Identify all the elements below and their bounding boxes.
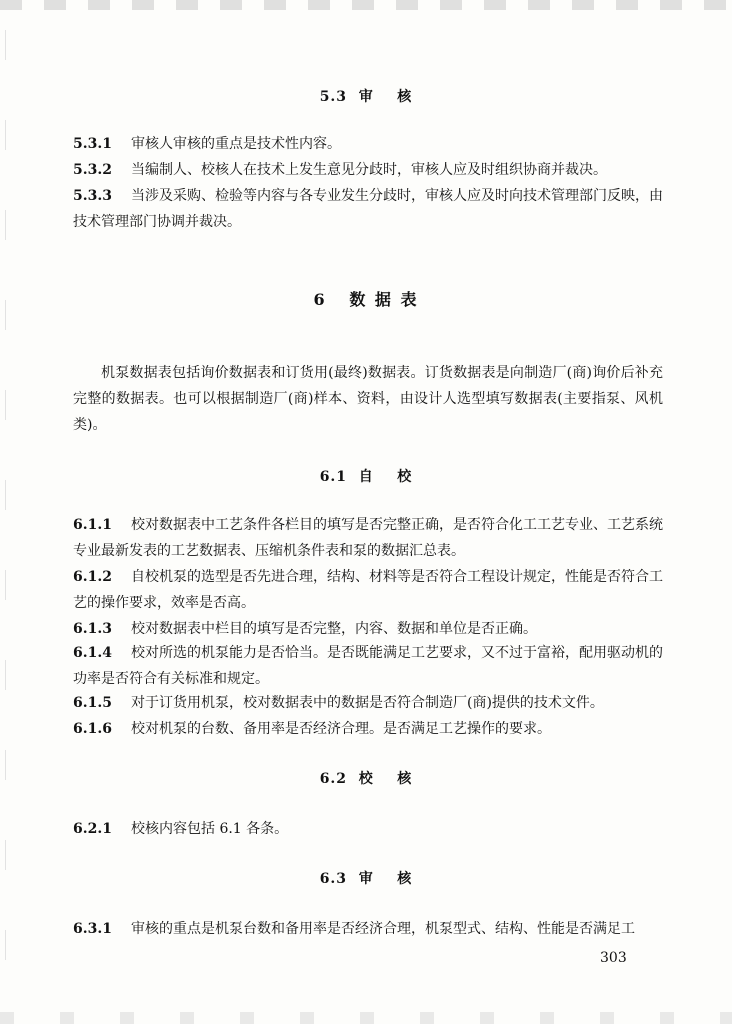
clause-text: 校对所选的机泵能力是否恰当。是否既能满足工艺要求，又不过于富裕，配用驱动机的功率是否符合有关标准和规定。 — [73, 645, 663, 687]
clause-6-1-4 — [73, 640, 663, 692]
clause-text: 当涉及采购、检验等内容与各专业发生分歧时，审核人应及时向技术管理部门反映，由技术管理部门协调并裁决。 — [73, 188, 663, 230]
clause-text: 校对机泵的台数、备用率是否经济合理。是否满足工艺操作的要求。 — [131, 721, 551, 737]
clause-number: 6.1.5 — [73, 695, 112, 711]
clause-6-2-1 — [73, 816, 663, 842]
section-heading-6-3: 6.3 审 核 — [319, 871, 413, 887]
clause-number: 5.3.3 — [73, 188, 112, 204]
clause-5-3-3 — [73, 183, 663, 235]
clause-text: 校核内容包括 6.1 各条。 — [131, 821, 289, 837]
clause-number: 5.3.1 — [73, 136, 112, 152]
clause-6-3-1 — [73, 916, 663, 942]
chapter-6-intro: 机泵数据表包括询价数据表和订货用(最终)数据表。订货数据表是向制造厂(商)询价后补充完整的数据表。也可以根据制造厂(商)样本、资料，由设计人选型填写数据表(主要指泵、风机类)。 — [73, 365, 663, 433]
clause-number: 6.1.2 — [73, 569, 112, 585]
clause-number: 6.3.1 — [73, 921, 112, 937]
clause-text: 校对数据表中工艺条件各栏目的填写是否完整正确，是否符合化工工艺专业、工艺系统专业最新发表的工艺数据表、压缩机条件表和泵的数据汇总表。 — [73, 517, 663, 559]
clause-number: 6.1.3 — [73, 621, 112, 637]
clause-number: 6.1.1 — [73, 517, 112, 533]
clause-5-3-1 — [73, 131, 663, 157]
scan-edge-left — [5, 30, 6, 990]
clause-number: 6.2.1 — [73, 821, 112, 837]
scan-edge-bottom — [0, 1012, 732, 1024]
clause-text: 当编制人、校核人在技术上发生意见分歧时，审核人应及时组织协商并裁决。 — [131, 162, 607, 178]
page-number: 303 — [600, 950, 627, 966]
clause-text: 校对数据表中栏目的填写是否完整，内容、数据和单位是否正确。 — [131, 621, 537, 637]
section-heading-6-1: 6.1 自 校 — [319, 469, 413, 485]
chapter-heading-6: 6 数 据 表 — [313, 290, 419, 309]
clause-6-1-2 — [73, 564, 663, 616]
clause-text: 对于订货用机泵，校对数据表中的数据是否符合制造厂(商)提供的技术文件。 — [131, 695, 604, 711]
clause-number: 6.1.4 — [73, 645, 112, 661]
clause-6-1-1 — [73, 512, 663, 564]
clause-6-1-6 — [73, 716, 663, 742]
section-heading-6-2: 6.2 校 核 — [319, 771, 413, 787]
clause-text: 审核的重点是机泵台数和备用率是否经济合理，机泵型式、结构、性能是否满足工 — [131, 921, 635, 937]
clause-5-3-2 — [73, 157, 663, 183]
clause-number: 5.3.2 — [73, 162, 112, 178]
clause-text: 审核人审核的重点是技术性内容。 — [131, 136, 341, 152]
clause-6-1-3 — [73, 616, 663, 642]
clause-text: 自校机泵的选型是否先进合理，结构、材料等是否符合工程设计规定，性能是否符合工艺的操作要求，效率是否高。 — [73, 569, 663, 611]
scan-edge-top — [0, 0, 732, 10]
clause-number: 6.1.6 — [73, 721, 112, 737]
clause-6-1-5 — [73, 690, 663, 716]
section-heading-5-3: 5.3 审 核 — [319, 89, 413, 105]
